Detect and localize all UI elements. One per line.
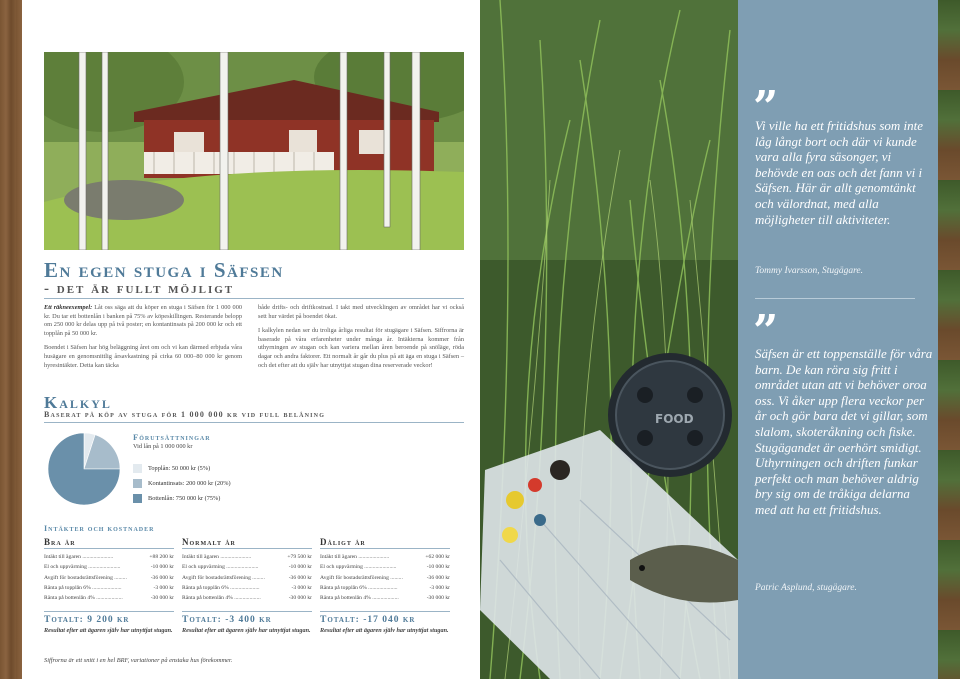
testimonial-author: Patric Asplund, stugägare. xyxy=(755,583,857,593)
testimonial-quote: Vi ville ha ett fritidshus som inte låg långt bort och där vi kunde vara alla fyra säsonger, vi behövde en oas och det fann vi i Säfsen. Här är allt genomtänkt och välordnat, med alla möjligheter till aktiviteter. xyxy=(755,118,924,227)
table-row: El och uppvärming ....................... -10 000 kr xyxy=(182,564,312,571)
loan-pie-chart xyxy=(47,432,121,506)
intro-lead: Ett räkneexempel: xyxy=(44,304,93,311)
table-row: Avgift för bostadsrättsförening ......... -36 000 kr xyxy=(320,574,450,581)
table-row: Intäkt till ägaren ...................... +62 000 kr xyxy=(320,554,450,560)
intro-paragraph: Boendet i Säfsen har hög beläggning året om och vi kan därmed erbjuda våra husägare en genomsnittlig årsavkastning på cirka 60 000–80 000 kr genom hyresintäkter. Detta kan täcka xyxy=(44,344,242,369)
divider xyxy=(44,422,464,423)
legend-swatch xyxy=(133,479,142,488)
table-row: Ränta på bottenlån 4% ................... -30 000 kr xyxy=(182,595,312,602)
scenario-normal-year xyxy=(182,537,312,635)
scenario-total: Totalt: 9 200 kr xyxy=(44,611,174,625)
intro-paragraph: I kalkylen nedan ser du troliga årliga resultat för stugägare i Säfsen. Siffrorna är baserade på våra erfarenheter under många år. Intäkterna kommer från uthyrningen av stugan och kan variera mellan åren beroende på snöläge, röda dagar och andra faktorer. Ett normalt år går du plus på att äga en stuga i Säfsen – och det efter att du själv har utnyttjat stugan dina reserverade veckor! xyxy=(258,327,464,369)
legend-item-topplan xyxy=(133,463,210,473)
page-subtitle: - det är fullt möjligt xyxy=(44,281,235,297)
kalkyl-title: Kalkyl xyxy=(44,393,112,412)
divider xyxy=(755,298,915,299)
intro-text: Låt oss säga att du köper en stuga i Säfsen för 1 000 000 kr. Du tar ett bottenlån i banken på 75% av köpeskillingen. Resterande belopp om 250 000 kr delas upp på två poster; en kontantinsats på 200 000 kr och ett topplån på 50 000 kr. xyxy=(44,304,243,337)
wood-background-right xyxy=(938,0,960,679)
legend-label: Bottenlån: 750 000 kr (75%) xyxy=(148,494,221,502)
cabin-photo xyxy=(44,52,464,250)
quote-mark-icon: ” xyxy=(753,306,779,357)
scenario-title: Dåligt år xyxy=(320,537,450,549)
scenario-bad-year xyxy=(320,537,450,635)
legend-swatch xyxy=(133,464,142,473)
scenario-note: Resultat efter att ägaren själv har utnyttjat stugan. xyxy=(44,627,173,635)
footnote: Siffrorna är ett snitt i en hel BRF, variationer på enstaka hus förekommer. xyxy=(44,657,233,664)
legend-item-bottenlan xyxy=(133,493,220,503)
page-title: En egen stuga i Säfsen xyxy=(44,258,284,282)
intro-column-right xyxy=(258,304,464,376)
divider xyxy=(44,298,464,299)
scenario-title: Bra år xyxy=(44,537,174,549)
table-row: Avgift för bostadsrättsförening ......... -36 000 kr xyxy=(44,574,174,581)
scenario-total: Totalt: -17 040 kr xyxy=(320,611,450,625)
testimonial-quote: Säfsen är ett toppenställe för våra barn. De kan röra sig fritt i området utan att vi behöver oroa oss. Vi åker upp flera veckor per år och gör bara det vi gillar, som slalom, skoteråkning och fiske. Stugägandet är oerhört smidigt. Uthyrningen och driften funkar perfekt och man behöver aldrig bry sig om de tråkiga delarna med att ha ett fritidshus. xyxy=(755,346,933,517)
table-row: Ränta på topplån 6% ..................... -3 000 kr xyxy=(182,584,312,591)
scenario-title: Normalt år xyxy=(182,537,312,549)
table-row: Ränta på bottenlån 4% ................... -30 000 kr xyxy=(44,595,174,602)
table-row: El och uppvärming ....................... -10 000 kr xyxy=(320,564,450,571)
income-heading: Intäkter och kostnader xyxy=(44,524,155,533)
scenario-total: Totalt: -3 400 kr xyxy=(182,611,312,625)
quote-mark-icon: ” xyxy=(753,82,779,133)
scenario-note: Resultat efter att ägaren själv har utnyttjat stugan. xyxy=(182,627,311,635)
table-row: Ränta på topplån 6% ..................... -3 000 kr xyxy=(44,584,174,591)
scenario-good-year xyxy=(44,537,174,635)
table-row: Ränta på bottenlån 4% ................... -30 000 kr xyxy=(320,595,450,602)
legend-item-kontantinsats xyxy=(133,478,231,488)
table-row: Intäkt till ägaren ...................... +88 200 kr xyxy=(44,554,174,560)
intro-paragraph: både drifts- och driftkostnad. I takt med utvecklingen av området har vi också sett hur värdet på boendet ökat. xyxy=(258,304,464,320)
legend-label: Kontantinsats: 200 000 kr (20%) xyxy=(148,479,231,487)
wood-background-left xyxy=(0,0,22,679)
table-row: Intäkt till ägaren ...................... +79 500 kr xyxy=(182,554,312,560)
table-row: Avgift för bostadsrättsförening ......... -36 000 kr xyxy=(182,574,312,581)
scenario-note: Resultat efter att ägaren själv har utnyttjat stugan. xyxy=(320,627,449,635)
legend-swatch xyxy=(133,494,142,503)
brochure-left-page xyxy=(22,0,480,679)
fishing-photo xyxy=(480,0,738,679)
intro-paragraph xyxy=(44,304,242,338)
table-row: Ränta på topplån 6% ..................... -3 000 kr xyxy=(320,584,450,591)
testimonial-author: Tommy Ivarsson, Stugägare. xyxy=(755,266,864,276)
intro-column-left xyxy=(44,304,242,376)
premises-subtitle: Vid lån på 1 000 000 kr xyxy=(133,443,193,450)
reel-label: FOOD xyxy=(655,412,694,426)
table-row: El och uppvärming ....................... -10 000 kr xyxy=(44,564,174,571)
legend-label: Topplån: 50 000 kr (5%) xyxy=(148,464,211,472)
premises-title: Förutsättningar xyxy=(133,432,211,442)
kalkyl-subtitle: Baserat på köp av stuga för 1 000 000 kr vid full belåning xyxy=(44,410,326,419)
